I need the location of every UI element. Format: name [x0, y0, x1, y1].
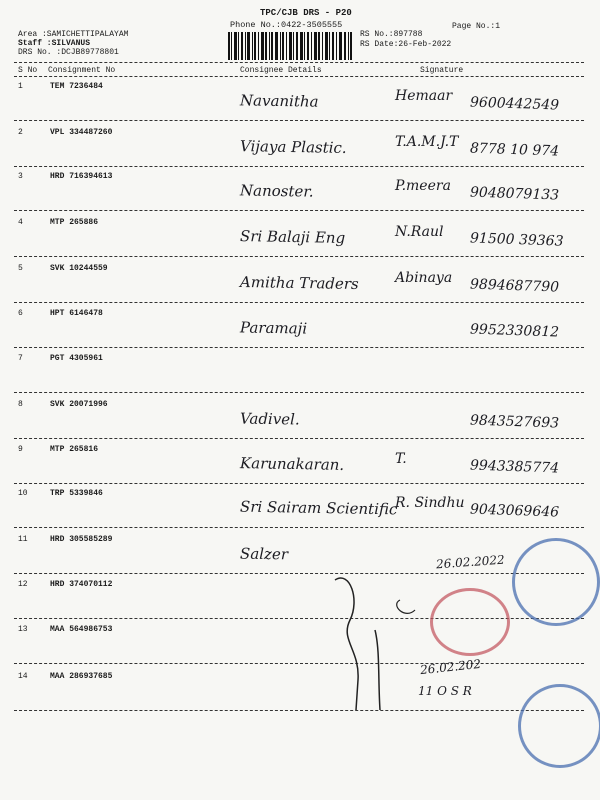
row-serial-number: 8 — [18, 400, 23, 409]
row-consignment-number: MAA 564986753 — [50, 625, 113, 634]
recipient-signature: T. — [395, 451, 407, 467]
consignee-name: Karunakaran. — [239, 454, 345, 474]
row-consignment-number: MAA 286937685 — [50, 672, 113, 681]
row-serial-number: 4 — [18, 218, 23, 227]
recipient-signature: N.Raul — [395, 224, 444, 240]
row-divider — [14, 120, 584, 121]
row-serial-number: 6 — [18, 309, 23, 318]
column-consignment: Consignment No — [48, 66, 116, 75]
drs-number: DRS No. :DCJB89778801 — [18, 48, 119, 57]
row-serial-number: 5 — [18, 264, 23, 273]
row-divider — [14, 710, 584, 711]
recipient-phone: 9043069646 — [469, 501, 560, 521]
row-serial-number: 12 — [18, 580, 28, 589]
row-consignment-number: HRD 374070112 — [50, 580, 113, 589]
recipient-signature: Abinaya — [395, 270, 453, 286]
handwritten-note: 11 O S R — [418, 684, 472, 698]
consignee-name: Paramaji — [239, 318, 308, 338]
row-serial-number: 14 — [18, 672, 28, 681]
page-number: Page No.:1 — [452, 22, 501, 31]
row-serial-number: 9 — [18, 445, 23, 454]
row-serial-number: 11 — [18, 535, 28, 544]
row-consignment-number: SVK 20071996 — [50, 400, 108, 409]
rs-date: RS Date:26-Feb-2022 — [360, 40, 452, 49]
column-consignee: Consignee Details — [240, 66, 322, 75]
phone-number: Phone No.:0422-3505555 — [230, 20, 343, 30]
row-serial-number: 13 — [18, 625, 28, 634]
row-divider — [14, 347, 584, 348]
recipient-phone: 9048079133 — [469, 184, 560, 204]
row-serial-number: 1 — [18, 82, 23, 91]
consignee-name: Nanoster. — [239, 181, 314, 201]
row-divider — [14, 210, 584, 211]
recipient-signature: Hemaar — [395, 88, 453, 104]
row-divider — [14, 166, 584, 167]
row-divider — [14, 483, 584, 484]
handwritten-date: 26.02.202 — [419, 656, 482, 678]
recipient-phone: 9943385774 — [469, 457, 560, 477]
row-divider — [14, 438, 584, 439]
column-sno: S No — [18, 66, 38, 75]
recipient-phone: 9952330812 — [469, 321, 560, 341]
row-divider — [14, 573, 584, 574]
consignee-name: Navanitha — [239, 91, 319, 111]
barcode-image — [228, 32, 352, 60]
row-divider — [14, 392, 584, 393]
consignee-name: Salzer — [239, 544, 289, 564]
recipient-signature: T.A.M.J.T — [395, 134, 459, 150]
row-divider — [14, 527, 584, 528]
divider — [14, 76, 584, 77]
recipient-signature: P.meera — [395, 178, 451, 194]
row-serial-number: 7 — [18, 354, 23, 363]
row-consignment-number: VPL 334487260 — [50, 128, 113, 137]
row-consignment-number: HRD 305585289 — [50, 535, 113, 544]
recipient-signature: R. Sindhu — [395, 495, 465, 511]
row-divider — [14, 302, 584, 303]
consignee-name: Vadivel. — [239, 409, 300, 429]
area-label: Area :SAMICHETTIPALAYAM — [18, 30, 129, 39]
consignee-name: Amitha Traders — [239, 272, 359, 294]
row-consignment-number: PGT 4305961 — [50, 354, 103, 363]
row-consignment-number: TRP 5339846 — [50, 489, 103, 498]
recipient-phone: 91500 39363 — [469, 230, 564, 250]
handwritten-scribble — [320, 560, 440, 720]
row-consignment-number: HPT 6146478 — [50, 309, 103, 318]
rs-number: RS No.:897788 — [360, 30, 423, 39]
recipient-phone: 8778 10 974 — [469, 140, 560, 160]
consignee-name: Sri Balaji Eng — [239, 227, 346, 247]
recipient-phone: 9894687790 — [469, 276, 560, 296]
consignee-name: Sri Sairam Scientific — [239, 497, 398, 519]
recipient-phone: 9600442549 — [469, 94, 560, 114]
recipient-phone: 9843527693 — [469, 412, 560, 432]
divider — [14, 62, 584, 63]
row-consignment-number: MTP 265886 — [50, 218, 99, 227]
staff-label: Staff :SILVANUS — [18, 39, 91, 48]
handwritten-date: 26.02.2022 — [435, 552, 506, 572]
row-serial-number: 10 — [18, 489, 28, 498]
round-seal-stamp — [430, 588, 510, 656]
page-title: TPC/CJB DRS - P20 — [260, 8, 352, 18]
consignee-name: Vijaya Plastic. — [239, 137, 347, 157]
company-stamp — [518, 684, 600, 768]
column-signature: Signature — [420, 66, 464, 75]
row-consignment-number: MTP 265816 — [50, 445, 99, 454]
row-consignment-number: TEM 7236484 — [50, 82, 103, 91]
company-stamp — [512, 538, 600, 626]
row-consignment-number: SVK 10244559 — [50, 264, 108, 273]
row-serial-number: 3 — [18, 172, 23, 181]
row-divider — [14, 256, 584, 257]
row-divider — [14, 663, 584, 664]
row-serial-number: 2 — [18, 128, 23, 137]
row-consignment-number: HRD 716394613 — [50, 172, 113, 181]
